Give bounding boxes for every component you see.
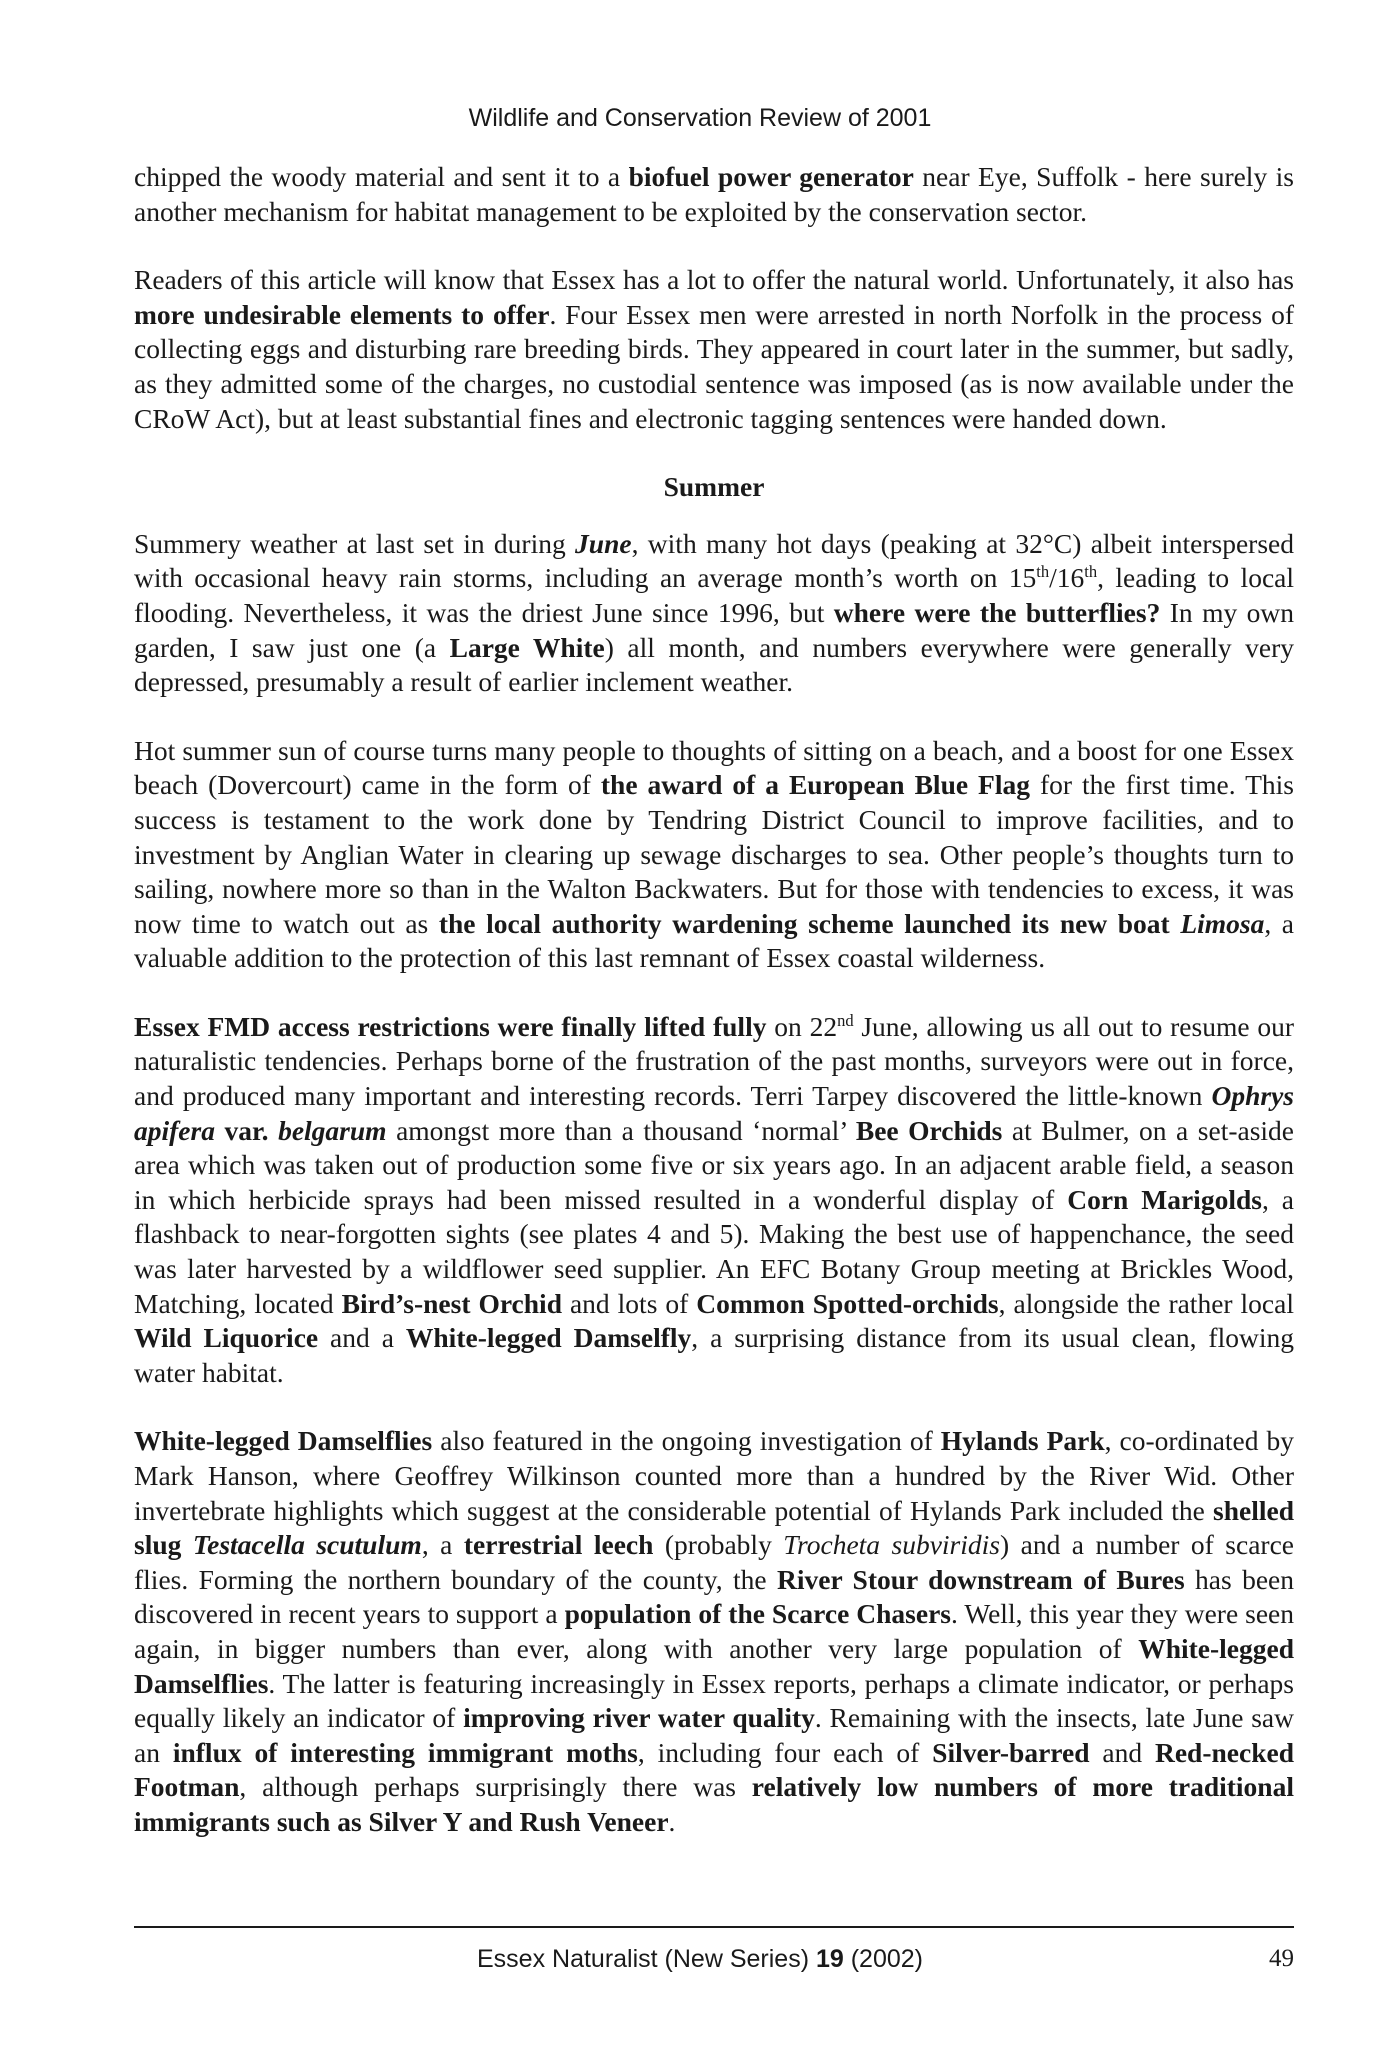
- text-run: . The latter is featuring increasingly in Essex reports, perhaps a climate indicator, or perhaps equally likely an indicator of: [134, 1667, 1294, 1734]
- bold-text-run: Ophrys apifera: [134, 1080, 1294, 1146]
- text-run: . Four Essex men were arrested in north Norfolk in the process of collecting eggs and disturbing rare breeding birds. They appeared in court later in the summer, but sadly, as they admitted some of the charges, no custodial sentence was imposed (as is now available under the CRoW Act), but at least substantial fines and electronic tagging sentences were handed down.: [134, 298, 1294, 434]
- bold-text-run: influx of interesting immigrant moths: [172, 1736, 638, 1768]
- text-run: , a valuable addition to the protection of this last remnant of Essex coastal wilderness.: [134, 907, 1295, 974]
- text-run: and a: [318, 1322, 406, 1354]
- text-run: , including four each of: [637, 1736, 933, 1768]
- text-run: , leading to local flooding. Nevertheless, it was the driest June since 1996, but: [134, 562, 1294, 628]
- bold-text-run: shelled slug: [134, 1494, 1294, 1561]
- bold-text-run: terrestrial leech: [463, 1529, 654, 1561]
- running-header: Wildlife and Conservation Review of 2001: [468, 104, 932, 132]
- journal-year: (2002): [843, 1945, 923, 1973]
- text-run: . Well, this year they were seen again, in bigger numbers than ever, along with another very large population of: [134, 1598, 1295, 1664]
- bold-text-run: Hylands Park: [940, 1425, 1105, 1457]
- bold-text-run: Limosa: [1180, 907, 1265, 939]
- footer-journal-citation: [0, 1945, 1400, 1974]
- text-run: , a: [421, 1529, 464, 1561]
- text-run: , with many hot days (peaking at 32°C) albeit interspersed with occasional heavy rain storms, including an average month’s worth on 15: [134, 527, 1294, 594]
- text-run: , although perhaps surprisingly there was: [239, 1771, 752, 1803]
- bold-text-run: population of the Scarce Chasers: [564, 1598, 951, 1630]
- footer-rule: [134, 1926, 1294, 1928]
- bold-text-run: June: [575, 527, 632, 559]
- text-run: , co-ordinated by Mark Hanson, where Geoffrey Wilkinson counted more than a hundred by the River Wid. Other invertebrate highlights which suggest at the considerable potential of Hylands Park included the: [134, 1425, 1295, 1526]
- text-run: ) all month, and numbers everywhere were generally very depressed, presumably a result of earlier inclement weather.: [134, 631, 1295, 698]
- bold-text-run: Silver-barred: [932, 1736, 1090, 1768]
- section-heading: Summer: [663, 471, 765, 503]
- text-run: ) and a number of scarce flies. Forming the northern boundary of the county, the: [134, 1529, 1294, 1595]
- paragraph: [134, 263, 1294, 436]
- bold-text-run: Wild Liquorice: [134, 1322, 319, 1354]
- bold-text-run: belgarum: [278, 1114, 387, 1146]
- text-run: also featured in the ongoing investigation of: [432, 1425, 941, 1457]
- text-run: for the first time. This success is testament to the work done by Tendring District Council to improve facilities, and to investment by Anglian Water in clearing up sewage discharges to sea. Other people’s thoughts turn to sailing, nowhere more so than in the Walton Backwaters. But for those with tendencies to excess, it was now time to watch out as: [134, 769, 1294, 939]
- text-run: nd: [837, 1010, 854, 1030]
- article-body: [134, 160, 1294, 1840]
- paragraph: [134, 160, 1294, 229]
- text-run: , a flashback to near-forgotten sights (see plates 4 and 5). Making the best use of happenchance, the seed was later harvested by a wildflower seed supplier. An EFC Botany Group meeting at Brickles Wood, Matching, located: [134, 1183, 1294, 1319]
- bold-text-run: White-legged Damselflies: [134, 1632, 1294, 1699]
- bold-text-run: more undesirable elements to offer: [134, 298, 550, 330]
- text-run: chipped the woody material and sent it to a: [134, 161, 629, 192]
- bold-text-run: the local authority wardening scheme launched its new boat: [438, 907, 1181, 939]
- bold-text-run: Bird’s-nest Orchid: [341, 1287, 562, 1319]
- text-run: , a surprising distance from its usual clean, flowing water habitat.: [134, 1322, 1294, 1388]
- bold-text-run: Testacella scutulum: [192, 1529, 422, 1561]
- text-run: at Bulmer, on a set-aside area which was taken out of production some five or six years ago. In an adjacent arable field, a season in which herbicide sprays had been missed resulted in a wonderful display of: [134, 1114, 1294, 1215]
- text-run: Summery weather at last set in during: [134, 527, 576, 559]
- bold-text-run: where were the butterflies?: [833, 596, 1161, 628]
- text-run: on 22: [766, 1010, 838, 1042]
- bold-text-run: improving river water quality: [463, 1702, 815, 1734]
- bold-text-run: Red-necked Footman: [134, 1736, 1295, 1803]
- bold-text-run: Corn Marigolds: [1067, 1183, 1262, 1215]
- bold-text-run: relatively low numbers of more traditional immigrants such as Silver Y and Rush Veneer: [134, 1771, 1294, 1837]
- text-run: (probably: [653, 1529, 784, 1561]
- text-run: In my own garden, I saw just one (a: [134, 596, 1294, 663]
- text-run: Readers of this article will know that Essex has a lot to offer the natural world. Unfortunately, it also has: [134, 264, 1294, 296]
- paragraph: [134, 1424, 1294, 1839]
- text-run: , alongside the rather local: [998, 1287, 1294, 1319]
- bold-text-run: Common Spotted-orchids: [696, 1287, 999, 1319]
- bold-text-run: Essex FMD access restrictions were finally lifted fully: [134, 1010, 767, 1042]
- bold-text-run: biofuel power generator: [628, 161, 914, 192]
- paragraph: [134, 1010, 1294, 1391]
- bold-text-run: the award of a European Blue Flag: [600, 769, 1030, 801]
- bold-text-run: var.: [214, 1114, 279, 1146]
- journal-name: Essex Naturalist (New Series): [476, 1945, 816, 1973]
- bold-text-run: White-legged Damselfly: [405, 1322, 692, 1354]
- bold-text-run: River Stour downstream of Bures: [777, 1563, 1185, 1595]
- bold-text-run: Large White: [449, 631, 605, 663]
- text-run: th: [1084, 562, 1098, 582]
- paragraph: [134, 734, 1294, 976]
- journal-volume: 19: [815, 1945, 844, 1973]
- text-run: near Eye, Suffolk - here surely is another mechanism for habitat management to be exploited by the conservation sector.: [134, 161, 1294, 227]
- text-run: Hot summer sun of course turns many people to thoughts of sitting on a beach, and a boost for one Essex beach (Dovercourt) came in the form of: [134, 734, 1294, 801]
- text-run: th: [1036, 562, 1050, 582]
- text-run: .: [668, 1805, 676, 1837]
- bold-text-run: Bee Orchids: [855, 1114, 1003, 1146]
- italic-text-run: Trocheta subviridis: [783, 1529, 1000, 1561]
- text-run: . Remaining with the insects, late June saw an: [134, 1702, 1294, 1768]
- text-run: has been discovered in recent years to support a: [134, 1563, 1294, 1630]
- text-run: June, allowing us all out to resume our naturalistic tendencies. Perhaps borne of the frustration of the past months, surveyors were out in force, and produced many important and interesting records. Terri Tarpey discovered the little-known: [134, 1010, 1294, 1112]
- text-run: amongst more than a thousand ‘normal’: [386, 1114, 856, 1146]
- page-number: 49: [1269, 1945, 1294, 1972]
- bold-text-run: White-legged Damselflies: [134, 1425, 433, 1457]
- text-run: and lots of: [562, 1287, 697, 1319]
- text-run: /16: [1049, 562, 1085, 594]
- paragraph: [134, 527, 1294, 700]
- text-run: and: [1089, 1736, 1155, 1768]
